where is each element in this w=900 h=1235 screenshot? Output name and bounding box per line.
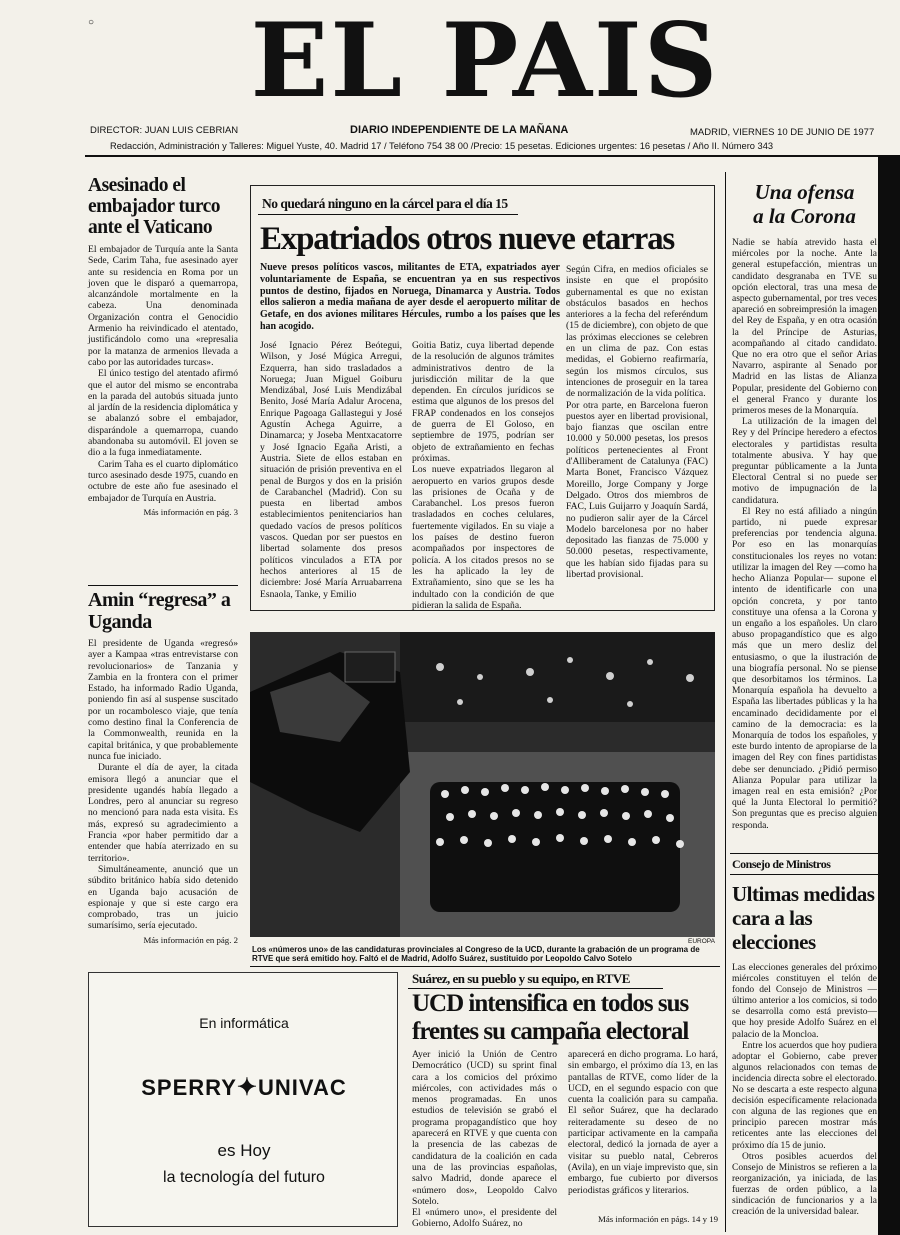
paragraph: Carim Taha es el cuarto diplomático turco asesinado desde 1975, cuando en octubre de este año fue asesinado el embajador de Turquía en Austria. <box>88 458 238 504</box>
photo-credit: EUROPA <box>688 938 715 945</box>
editorial-headline-line: Una ofensa <box>754 180 855 204</box>
story-ambassador <box>88 175 238 517</box>
ucd-col-2: aparecerá en dicho programa. Lo hará, sin embargo, el próximo día 13, en las pantallas de RTVE, como líder de la UCD, en el segundo espacio con que cuenta la coalición para su campaña. El señor Suárez, que ha declarado reiteradamente su deseo de no participar activamente en la campaña electoral, dedicó la jornada de ayer a visitar su pueblo natal, Cebreros (Avila), en un viaje imprevisto que, sin embargo, fue cubierto por diversos periodistas gráficos y literarios. <box>568 1049 718 1196</box>
main-kicker: No quedará ninguno en la cárcel para el día 15 <box>262 196 508 211</box>
main-col-1: José Ignacio Pérez Beótegui, Wilson, y José Múgica Arregui, Ezquerra, han sido trasladados a Noruega; Juan Miguel Goiburu Mendizábal, José Luis Mendizábal Benito, José María Adalur Arocena, Enrique Pagoaga Gallastegui y José Agustín Achega Aguirre, a Dinamarca; y Joseba Mentxacatorre y José Ignacio Egaña Aristi, a Austria. Siete de ellos estaban en situación de prisión preventiva en el penal de Burgos y dos en la prisión de Carabanchel (Madrid). Con su puesta en libertad ambos establecimientos penitenciarios han quedado vacíos de presos políticos vascos. Quedan por ser puestos en libertad solamente dos presos políticos vinculados a ETA por hechos anteriores al 15 de diciembre: José María Arruabarrena Esnaola, Tanke, y Emilio <box>260 340 402 600</box>
photo-scene <box>250 632 715 937</box>
paragraph: La utilización de la imagen del Rey y del Príncipe heredero a efectos electorales y partidistas resulta totalmente abusiva. Y hay que preguntar públicamente a la Junta Electoral Central si no puede ser motivo de impugnación de la candidatura. <box>732 417 877 506</box>
paragraph: El único testigo del atentado afirmó que el autor del mismo se encontraba en la parada del autobús situada junto al jardín de la residencia diplomática y se abalanzó sobre el embajador, disparándole a quemarropa, cuando abandonaba su automóvil. El joven se dio a la fuga inmediatamente. <box>88 368 238 459</box>
masthead-title: EL PAIS <box>250 1 720 121</box>
editorial-headline <box>732 180 877 228</box>
kicker-rule <box>258 214 518 215</box>
consejo-kicker: Consejo de Ministros <box>732 857 831 871</box>
main-lead: Nueve presos políticos vascos, militantes de ETA, expatriados ayer voluntariamente de España, se encuentran ya en sus respectivos puntos de destino, fijados en Noruega, Dinamarca y Austria. Todos ellos salieron a media mañana de ayer desde el aeropuerto militar de Getafe, en dos aviones militares Hércules, rumbo a los países que les han acogido. <box>260 262 560 332</box>
tagline: DIARIO INDEPENDIENTE DE LA MAÑANA <box>350 124 569 136</box>
divider <box>730 853 878 854</box>
story-amin <box>88 590 238 945</box>
paragraph: El Rey no está afiliado a ningún partido, ni puede expresar preferencias por tendencia alguna. Por eso en las monarquías constitucionales los reyes no votan: utilizar la imagen del Rey —como ha hecho Alianza Popular— supone el intento de identificarle con una opción concreta, y por tanto constituye una ofensa a la Corona y un engaño a los españoles. Un claro abuso propagandístico que es algo más que un mero desliz del entusiasmo, o que la ilustración de una biografía personal. No se piense que desorbitamos los términos. La Monarquía española ha devuelto a España las libertades públicas y la ha encaminado decididamente por el camino de la democracia: es la Monarquía de todos los españoles, y este burdo intento de apropiarse de la imagen del Rey con fines partidistas debe ser denunciado. ¿Pidió permiso Alianza Popular para utilizar la imagen real en esta emisión? ¿Por qué la Junta Electoral lo permitió? Son preguntas que es preciso alguien responda. <box>732 506 877 831</box>
page-edge-shadow <box>878 155 900 1235</box>
editorial-headline-line: a la Corona <box>753 204 856 228</box>
consejo-headline: Ultimas medidas cara a las elecciones <box>732 882 875 954</box>
paragraph: Nadie se había atrevido hasta el miércoles por la noche. Ante la general estupefacción, mientras un candidato desgranaba en TVE su opción electoral, tras una mesa de aspecto gubernamental, por tres veces apareció en sobreimpresión la imagen del Rey de España, y en otra ocasión la del Príncipe de Asturias, acompañando al citado candidato. Que no era otro que el señor Arias Navarro, aspirante al Senado por Madrid en las listas de Alianza Popular, presidente del Gobierno con el general Franco y durante los primeros meses de la Monarquía. <box>732 238 877 417</box>
sperry-ad[interactable] <box>88 972 398 1227</box>
masthead-rule <box>85 155 885 157</box>
paragraph: Durante el día de ayer, la citada emisora llegó a anunciar que el presidente ugandés había llegado a Londres, pero al anunciar su regreso no mencionó para nada esta visita. Es más, expresó su agradecimiento a Francia «por haber permitido dar a entender que había aterrizado en su territorio». <box>88 762 238 864</box>
body-ambassador <box>88 244 238 504</box>
ucd-photo <box>250 632 715 937</box>
photo-caption: Los «números uno» de las candidaturas provinciales al Congreso de la UCD, durante la grabación de un programa de RTVE que será emitido hoy. Faltó el de Madrid, Adolfo Suárez, sustituido por Leopoldo Calvo Sotelo <box>252 945 700 964</box>
logo-right: UNIVAC <box>258 1075 347 1100</box>
editorial <box>732 180 877 832</box>
column-rule <box>725 172 726 1232</box>
ad-line3: la tecnología del futuro <box>163 1169 325 1186</box>
main-col-2: Goitia Batiz, cuya libertad depende de la resolución de algunos trámites administrativos dentro de la jurisdicción militar de la que dependen. En círculos jurídicos se estima que algunos de los presos del FRAP condenados en los consejos de guerra de El Goloso, en septiembre de 1975, podrían ser objeto de extrañamiento en fechas próximas. Los nueve expatriados llegaron al aeropuerto en varios grupos desde las prisiones de Ocaña y de Carabanchel. Los presos fueron trasladados en coches celulares, fuertemente vigilados. En su viaje a los países de destino fueron acompañados por inspectores de policía. A los citados presos no se les ha aplicado la ley de Extrañamiento, sino que se les ha indultado con la condición de que pidieran la salida de España. <box>412 340 554 611</box>
info-line: Redacción, Administración y Talleres: Miguel Yuste, 40. Madrid 17 / Teléfono 754 38 00 /Precio: 15 pesetas. Ediciones urgentes: 16 pesetas / Año II. Número 343 <box>110 141 774 151</box>
director-line: DIRECTOR: JUAN LUIS CEBRIAN <box>90 125 239 136</box>
consejo-body <box>732 963 877 1218</box>
more-info-link[interactable]: Más información en págs. 14 y 19 <box>598 1214 718 1224</box>
ucd-col-1: Ayer inició la Unión de Centro Democrático (UCD) su sprint final cara a los comicios del próximo miércoles, con actividades más o menos programadas. En unos estudios de televisión se grabó el programa propagandístico que hoy aparecerá en RTVE y que cuenta con la presencia de las cabezas de candidatura de la coalición en cada una de las provincias españolas, salvo Madrid, donde aparece el «número dos», Leopoldo Calvo Sotelo. El «número uno», el presidente del Gobierno, Adolfo Suárez, no <box>412 1049 557 1230</box>
more-info-link[interactable]: Más información en pág. 2 <box>143 934 238 945</box>
main-col-3: Según Cifra, en medios oficiales se insiste en que el propósito gubernamental es que no existan obstáculos basados en hechos anteriores a la fecha del referéndum (15 de diciembre), con objeto de que las próximas elecciones se celebren en un clima de paz. Con estas medidas, el Gobierno reafirmaría, según los mismos círculos, sus intenciones de proseguir en la tarea de normalización de la vida política. Por otra parte, en Barcelona fueron puestos ayer en libertad provisional, bajo fianzas que oscilan entre 10.000 y 50.000 pesetas, los presos políticos pertenecientes al Front d'Alliberament de Catalunya (FAC) Marta Bonet, Francisco Vázquez Moreillo, Jorge Company y Jorge Delgado. Otros dos miembros de FAC, Luis Guijarro y Joaquín Sardá, no pudieron salir ayer de la Cárcel Modelo barcelonesa por no haber depositado las fianzas de 75.000 y 50.000 pesetas, respectivamente, que les habían sido fijadas para su libertad provisional. <box>566 264 708 581</box>
paragraph: Las elecciones generales del próximo miércoles constituyen el telón de fondo del Consejo de Ministros —último anterior a los comicios, si todo se desarrolla como está previsto— que hoy preside Adolfo Suárez en el palacio de la Moncloa. <box>732 963 877 1040</box>
ucd-kicker: Suárez, en su pueblo y su equipo, en RTVE <box>412 971 630 986</box>
sperry-univac-logo <box>119 1073 369 1102</box>
dateline: MADRID, VIERNES 10 DE JUNIO DE 1977 <box>690 127 875 138</box>
main-headline: Expatriados otros nueve etarras <box>260 221 675 257</box>
ad-line1: En informática <box>199 1015 289 1031</box>
more-info-link[interactable]: Más información en pág. 3 <box>143 506 238 517</box>
corner-mark: ○ <box>88 17 95 28</box>
paragraph: Entre los acuerdos que hoy pudiera adoptar el Gobierno, cabe prever algunos relacionados con temas de incidencia directa sobre el electorado. No se descarta a este respecto alguna decisión específicamente relacionada con alguna de las regiones que en principio parecen mostrar más reticentes ante las elecciones del próximo día 15 de junio. <box>732 1040 877 1151</box>
star-icon: ✦ <box>236 1074 259 1101</box>
kicker-rule <box>408 988 663 989</box>
editorial-body <box>732 238 877 832</box>
paragraph: El presidente de Uganda «regresó» ayer a Kampaa «tras entrevistarse con revolucionarios» de Tanzania y Zambia en la frontera con el primer Estado, ha informado Radio Uganda, poniendo fin así al suspense suscitado por un rocambolesco viaje, que tenía como destino final la Conferencia de la Commonwealth, reunida en la capital británica, y que probablemente nunca fue iniciado. <box>88 638 238 762</box>
headline-ambassador: Asesinado el embajador turco ante el Vaticano <box>88 175 221 238</box>
ucd-headline: UCD intensifica en todos sus frentes su campaña electoral <box>412 990 689 1045</box>
paragraph: El embajador de Turquía ante la Santa Sede, Carim Taha, fue asesinado ayer ante su residencia en Roma por un joven que le disparó a quemarropa, alcanzándole mortalmente en la cabeza. Una denominada Organización contra el Genocidio Armenio ha reivindicado el atentado, justificándolo como una «represalia por la matanza de armenios llevada a cabo por las autoridades turcas». <box>88 244 238 368</box>
divider <box>88 585 238 586</box>
kicker-rule <box>730 874 878 875</box>
paragraph: Simultáneamente, anunció que un súbdito británico había sido detenido en Uganda bajo acusación de espionaje y que si este cargo era comprobado, tras un juicio sumarísimo, sería ejecutado. <box>88 863 238 932</box>
paragraph: Otros posibles acuerdos del Consejo de Ministros se refieren a la reorganización, ya iniciada, de las fuerzas de orden público, a la sindicación de funcionarios y a la creación de la universidad balear. <box>732 1151 877 1218</box>
divider <box>250 966 720 967</box>
body-amin <box>88 638 238 932</box>
logo-left: SPERRY <box>141 1075 237 1100</box>
headline-amin: Amin “regresa” a Uganda <box>88 589 231 633</box>
ad-line2: es Hoy <box>217 1141 271 1160</box>
